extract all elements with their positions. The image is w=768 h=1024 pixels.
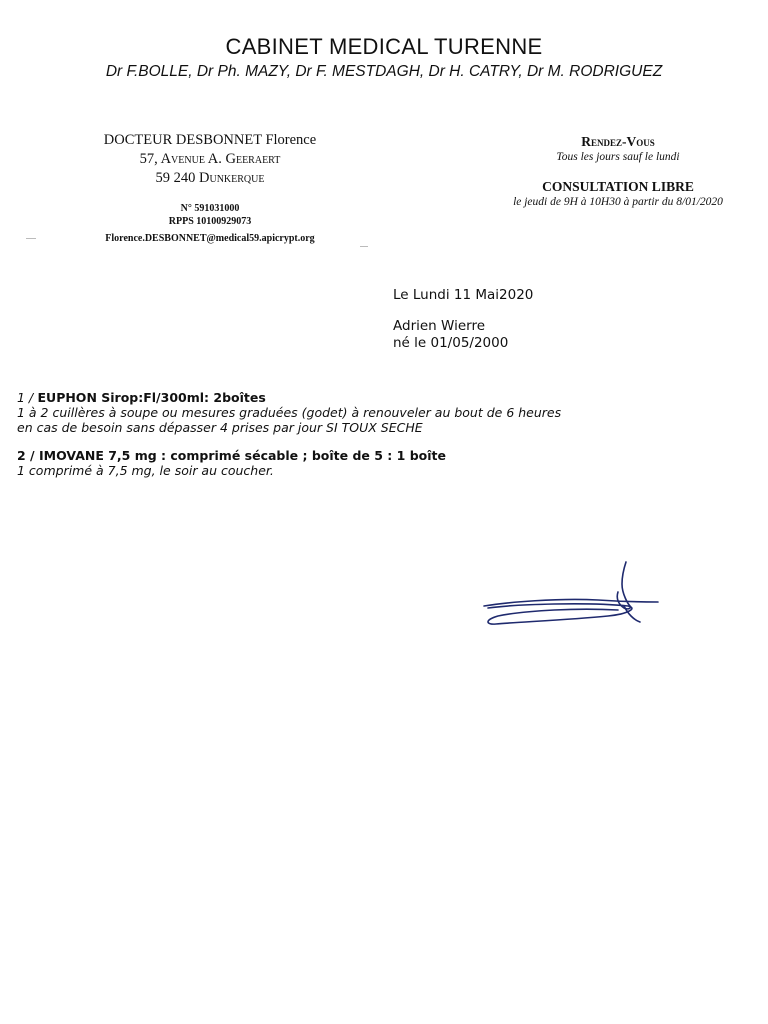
prescription-number: 1 / [17,390,34,405]
prescription-item [17,448,757,478]
appointments-days: Tous les jours sauf le lundi [556,151,680,163]
prescription-drug: EUPHON Sirop:Fl/300ml: 2boîtes [37,390,266,405]
prescriber-name: DOCTEUR DESBONNET Florence [103,132,317,148]
prescription-number: 2 / [17,448,35,463]
patient-name: Adrien Wierre [393,318,486,334]
appointments-block [468,133,768,210]
signature-image [478,558,668,638]
prescription-item [17,390,757,435]
prescription-instruction: 1 à 2 cuillères à soupe ou mesures graduées (godet) à renouveler au bout de 6 heures [17,405,562,420]
date-patient-block [393,287,533,352]
prescriber-email: Florence.DESBONNET@medical59.apicrypt.org [105,233,315,244]
patient-dob: né le 01/05/2000 [393,335,509,351]
prescription-title [17,448,757,463]
appointments-heading: Rendez-Vous [581,134,655,149]
prescriber-address-line1: 57, Avenue A. Geeraert [139,151,281,167]
scan-speck [26,238,36,239]
prescriber-number: N° 591031000 [180,203,240,214]
prescription-list [17,390,757,478]
prescription-instruction: en cas de besoin sans dépasser 4 prises par jour SI TOUX SECHE [17,420,423,435]
consultation-heading: CONSULTATION LIBRE [542,179,694,194]
prescriber-rpps: RPPS 10100929073 [168,216,252,227]
prescription-drug: IMOVANE 7,5 mg : comprimé sécable ; boîte de 5 : 1 boîte [38,448,446,463]
prescriber-address-line2: 59 240 Dunkerque [155,170,265,186]
consultation-details: le jeudi de 9H à 10H30 à partir du 8/01/2020 [513,196,723,208]
clinic-doctors-list: Dr F.BOLLE, Dr Ph. MAZY, Dr F. MESTDAGH, Dr H. CATRY, Dr M. RODRIGUEZ [105,63,663,80]
scan-speck [360,246,368,247]
document-date: Le Lundi 11 Mai2020 [393,287,534,303]
prescriber-block [60,131,360,245]
prescription-title [17,390,757,405]
clinic-title: CABINET MEDICAL TURENNE [225,34,543,59]
prescription-instruction: 1 comprimé à 7,5 mg, le soir au coucher. [17,463,274,478]
